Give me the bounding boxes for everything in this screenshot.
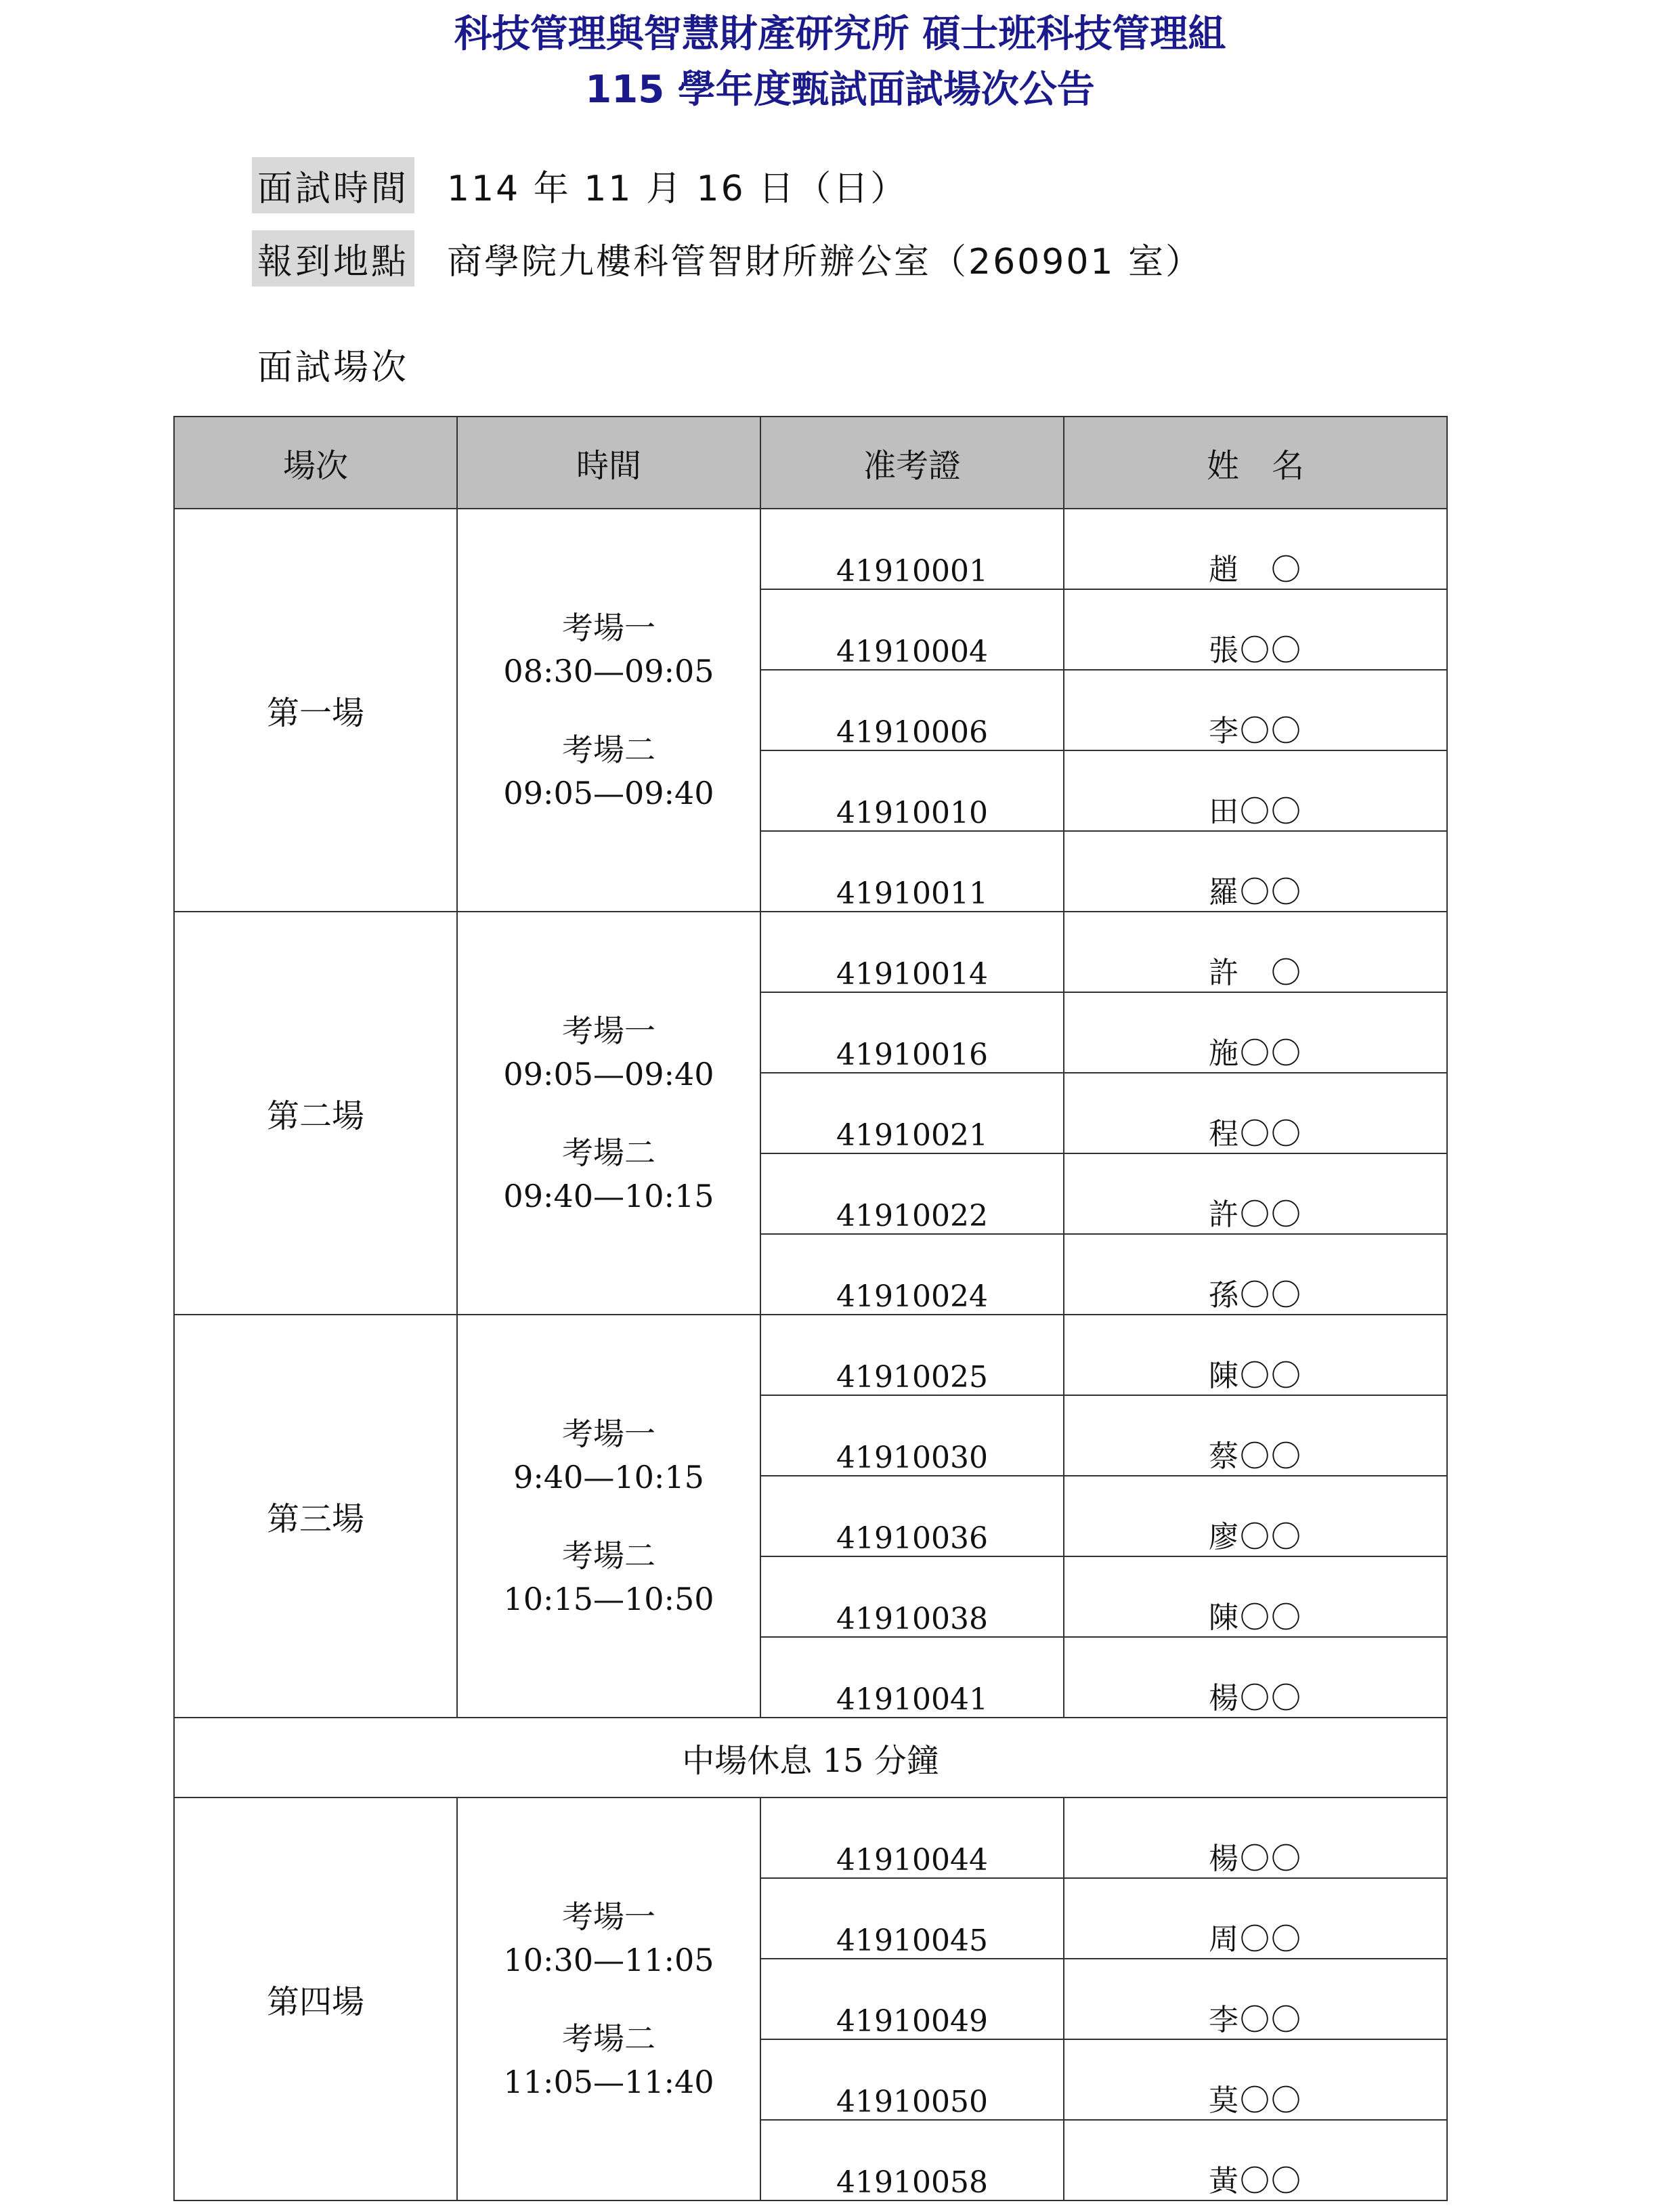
session-times bbox=[457, 1315, 760, 1718]
candidate-name: 李〇〇 bbox=[1064, 670, 1447, 750]
candidate-name: 許 〇 bbox=[1064, 912, 1447, 992]
break-row bbox=[174, 1718, 1447, 1798]
exam-id: 41910025 bbox=[760, 1315, 1064, 1395]
header-time: 時間 bbox=[457, 417, 760, 509]
session-times bbox=[457, 509, 760, 912]
candidate-name: 楊〇〇 bbox=[1064, 1798, 1447, 1878]
header-name: 姓 名 bbox=[1064, 417, 1447, 509]
exam-room-time: 09:05—09:40 bbox=[503, 774, 714, 811]
candidate-name: 蔡〇〇 bbox=[1064, 1395, 1447, 1476]
candidate-name: 莫〇〇 bbox=[1064, 2039, 1447, 2120]
exam-room bbox=[458, 1412, 760, 1499]
exam-id: 41910045 bbox=[760, 1878, 1064, 1959]
candidate-name: 許〇〇 bbox=[1064, 1153, 1447, 1234]
exam-id: 41910024 bbox=[760, 1234, 1064, 1315]
exam-id: 41910016 bbox=[760, 992, 1064, 1073]
candidate-name: 黃〇〇 bbox=[1064, 2120, 1447, 2200]
session-name: 第三場 bbox=[174, 1315, 457, 1718]
session-times bbox=[457, 1798, 760, 2200]
candidate-name: 楊〇〇 bbox=[1064, 1637, 1447, 1718]
title-line-2: 115 學年度甄試面試場次公告 bbox=[585, 68, 1095, 112]
title-line-1: 科技管理與智慧財產研究所 碩士班科技管理組 bbox=[454, 12, 1226, 56]
exam-room bbox=[458, 1131, 760, 1218]
header-exam-id: 准考證 bbox=[760, 417, 1064, 509]
session-name: 第一場 bbox=[174, 509, 457, 912]
exam-room-label: 考場一 bbox=[562, 1898, 655, 1935]
exam-room-label: 考場二 bbox=[562, 731, 655, 768]
table-row bbox=[174, 912, 1447, 992]
break-cell: 中場休息 15 分鐘 bbox=[174, 1718, 1447, 1798]
exam-id: 41910041 bbox=[760, 1637, 1064, 1718]
exam-room bbox=[458, 1009, 760, 1096]
exam-id: 41910021 bbox=[760, 1073, 1064, 1153]
exam-id: 41910036 bbox=[760, 1476, 1064, 1556]
exam-room-label: 考場二 bbox=[562, 1537, 655, 1574]
schedule-table bbox=[173, 416, 1448, 2201]
candidate-name: 羅〇〇 bbox=[1064, 831, 1447, 912]
exam-room-time: 09:40—10:15 bbox=[503, 1177, 714, 1214]
exam-room-time: 9:40—10:15 bbox=[513, 1458, 704, 1495]
candidate-name: 孫〇〇 bbox=[1064, 1234, 1447, 1315]
session-name: 第二場 bbox=[174, 912, 457, 1315]
exam-id: 41910011 bbox=[760, 831, 1064, 912]
check-in-location-value: 商學院九樓科管智財所辦公室（260901 室） bbox=[447, 242, 1203, 282]
exam-room bbox=[458, 2017, 760, 2104]
exam-id: 41910014 bbox=[760, 912, 1064, 992]
exam-id: 41910004 bbox=[760, 589, 1064, 670]
exam-room-time: 10:30—11:05 bbox=[503, 1941, 714, 1978]
candidate-name: 陳〇〇 bbox=[1064, 1315, 1447, 1395]
candidate-name: 李〇〇 bbox=[1064, 1959, 1447, 2039]
session-name: 第四場 bbox=[174, 1798, 457, 2200]
candidate-name: 田〇〇 bbox=[1064, 750, 1447, 831]
exam-room bbox=[458, 606, 760, 693]
session-heading: 面試場次 bbox=[257, 347, 410, 388]
table-row bbox=[174, 1798, 1447, 1878]
interview-time-row bbox=[252, 157, 907, 213]
table-row bbox=[174, 1315, 1447, 1395]
header-session: 場次 bbox=[174, 417, 457, 509]
exam-id: 41910038 bbox=[760, 1556, 1064, 1637]
exam-room-label: 考場一 bbox=[562, 1415, 655, 1452]
session-times bbox=[457, 912, 760, 1315]
exam-room bbox=[458, 728, 760, 815]
table-row bbox=[174, 509, 1447, 589]
exam-room-time: 08:30—09:05 bbox=[503, 652, 714, 689]
exam-id: 41910022 bbox=[760, 1153, 1064, 1234]
exam-room-time: 11:05—11:40 bbox=[503, 2063, 714, 2100]
table-header-row bbox=[174, 417, 1447, 509]
exam-room-label: 考場一 bbox=[562, 609, 655, 646]
candidate-name: 陳〇〇 bbox=[1064, 1556, 1447, 1637]
exam-id: 41910058 bbox=[760, 2120, 1064, 2200]
exam-id: 41910050 bbox=[760, 2039, 1064, 2120]
exam-room-time: 09:05—09:40 bbox=[503, 1055, 714, 1092]
candidate-name: 廖〇〇 bbox=[1064, 1476, 1447, 1556]
schedule-body bbox=[174, 509, 1447, 2200]
interview-time-value: 114 年 11 月 16 日（日） bbox=[447, 169, 908, 209]
interview-time-label: 面試時間 bbox=[252, 157, 414, 213]
exam-id: 41910044 bbox=[760, 1798, 1064, 1878]
exam-room bbox=[458, 1895, 760, 1982]
candidate-name: 張〇〇 bbox=[1064, 589, 1447, 670]
candidate-name: 程〇〇 bbox=[1064, 1073, 1447, 1153]
candidate-name: 趙 〇 bbox=[1064, 509, 1447, 589]
candidate-name: 施〇〇 bbox=[1064, 992, 1447, 1073]
exam-id: 41910006 bbox=[760, 670, 1064, 750]
candidate-name: 周〇〇 bbox=[1064, 1878, 1447, 1959]
exam-room bbox=[458, 1534, 760, 1621]
exam-id: 41910049 bbox=[760, 1959, 1064, 2039]
exam-room-label: 考場一 bbox=[562, 1012, 655, 1049]
exam-room-label: 考場二 bbox=[562, 1134, 655, 1171]
exam-room-label: 考場二 bbox=[562, 2020, 655, 2057]
exam-id: 41910030 bbox=[760, 1395, 1064, 1476]
exam-room-time: 10:15—10:50 bbox=[503, 1580, 714, 1617]
exam-id: 41910010 bbox=[760, 750, 1064, 831]
exam-id: 41910001 bbox=[760, 509, 1064, 589]
check-in-location-row bbox=[252, 230, 1203, 286]
check-in-location-label: 報到地點 bbox=[252, 230, 414, 286]
